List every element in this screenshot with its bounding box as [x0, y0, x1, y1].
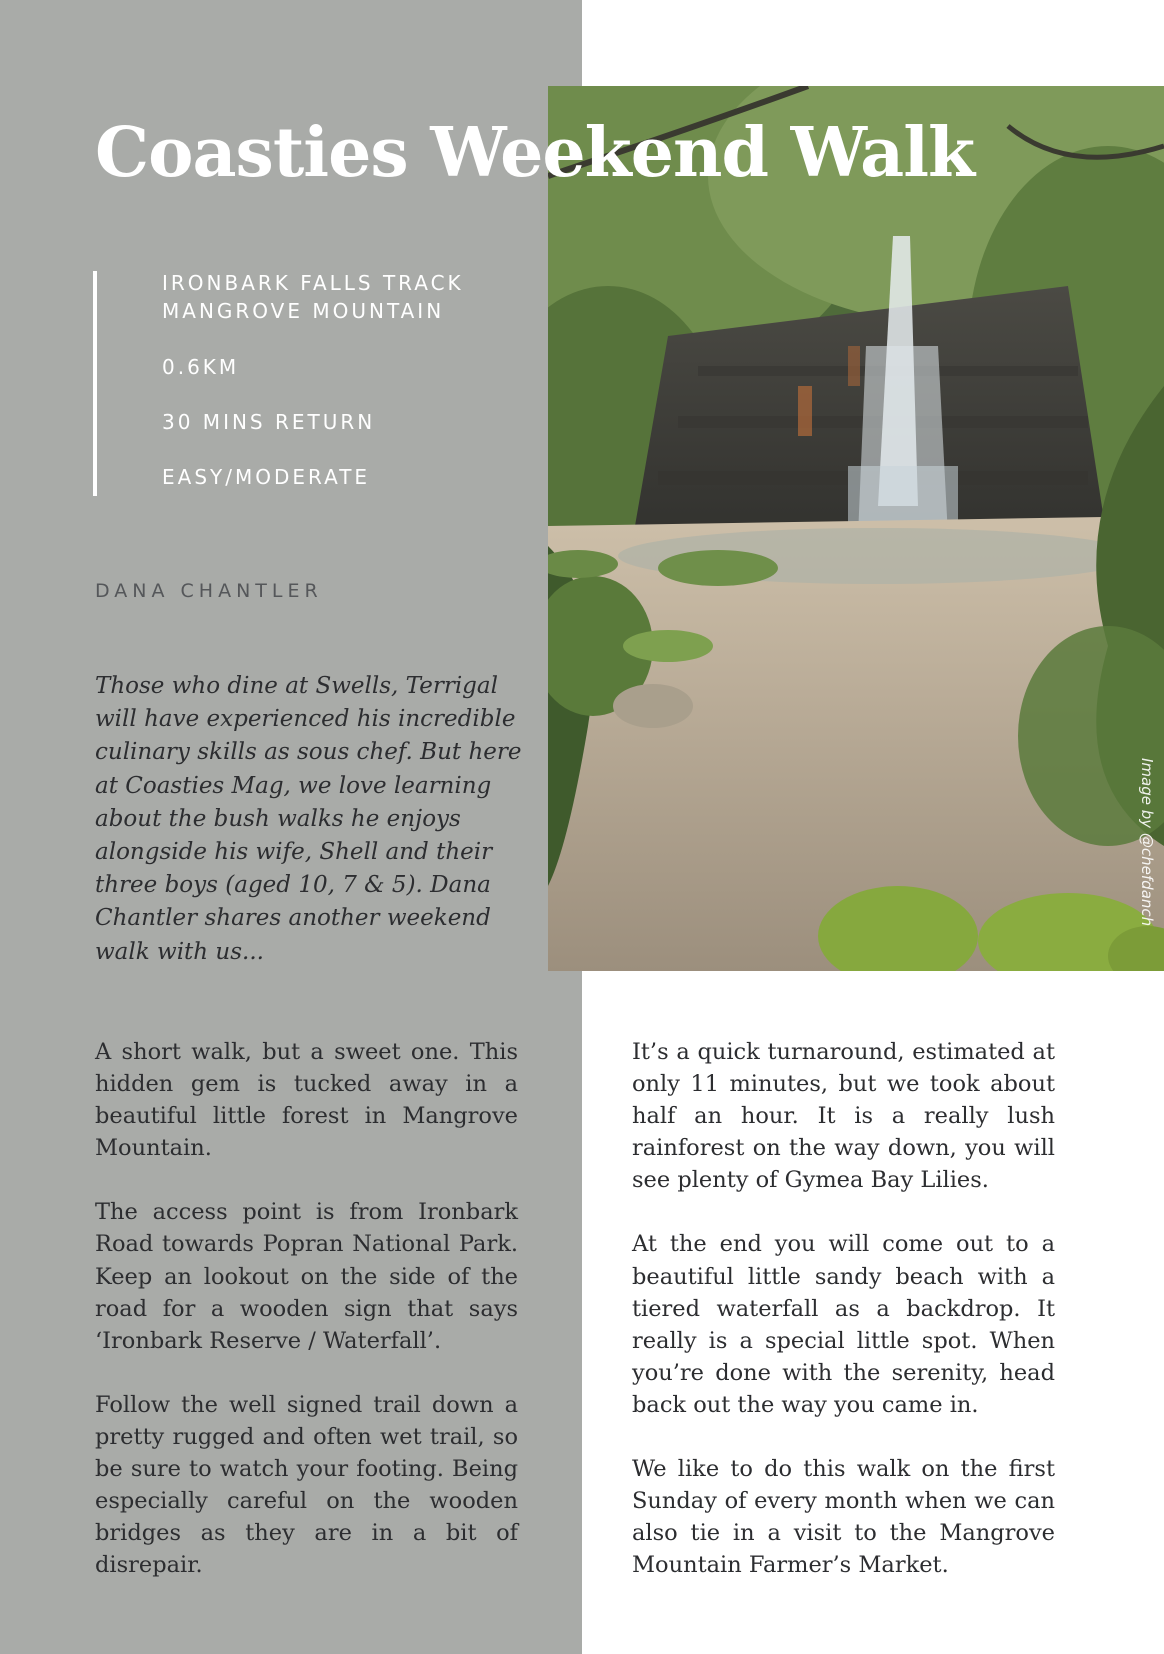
waterfall-photo	[548, 86, 1164, 971]
body-paragraph: A short walk, but a sweet one. This hidden gem is tucked away in a beautiful little forest in Mangrove Mountain.	[95, 1039, 518, 1162]
track-distance: 0.6KM	[162, 355, 240, 379]
waterfall-illustration	[548, 86, 1164, 971]
track-duration: 30 MINS RETURN	[162, 410, 376, 434]
body-paragraph: Follow the well signed trail down a pretty rugged and often wet trail, so be sure to watch your footing. Being especially careful on the wooden bridges as they are in a bit of disrepair.	[95, 1391, 518, 1579]
track-location: MANGROVE MOUNTAIN	[162, 299, 445, 323]
body-column-left	[95, 1036, 518, 1613]
body-column-right	[632, 1036, 1055, 1613]
track-name: IRONBARK FALLS TRACK	[162, 271, 464, 295]
info-divider	[93, 271, 97, 496]
body-paragraph: At the end you will come out to a beautiful little sandy beach with a tiered waterfall as a backdrop. It really is a special little spot. When you’re done with the serenity, head back out the way you came in.	[632, 1231, 1055, 1418]
intro-paragraph: Those who dine at Swells, Terrigal will have experienced his incredible culinary skills as sous chef. But here at Coasties Mag, we love learning about the bush walks he enjoys alongside his wife, Shell and their three boys (aged 10, 7 & 5). Dana Chantler shares another weekend walk with us...	[95, 673, 522, 965]
page-title: Coasties Weekend Walk	[95, 113, 975, 193]
body-paragraph: It’s a quick turnaround, estimated at only 11 minutes, but we took about half an hour. It is a really lush rainforest on the way down, you will see plenty of Gymea Bay Lilies.	[632, 1039, 1055, 1194]
body-paragraph: We like to do this walk on the first Sunday of every month when we can also tie in a visit to the Mangrove Mountain Farmer’s Market.	[632, 1456, 1055, 1579]
image-credit: Image by @chefdanch	[1138, 758, 1156, 927]
author-name: DANA CHANTLER	[95, 580, 323, 602]
body-paragraph: The access point is from Ironbark Road towards Popran National Park. Keep an lookout on the side of the road for a wooden sign that says ‘Ironbark Reserve / Waterfall’.	[95, 1199, 518, 1354]
track-difficulty: EASY/MODERATE	[162, 465, 371, 489]
